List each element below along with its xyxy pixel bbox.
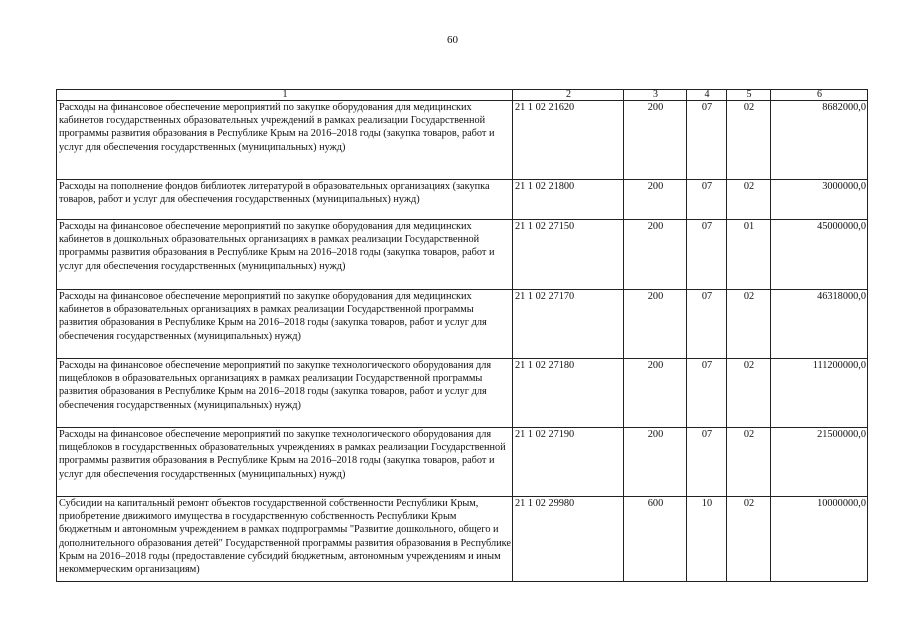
- row-rz: 07: [687, 290, 727, 359]
- row-pr: 02: [727, 497, 771, 582]
- row-sum: 8682000,0: [771, 101, 868, 180]
- header-col-3: 3: [624, 90, 687, 101]
- table-row: [57, 359, 868, 428]
- row-code: 21 1 02 27170: [513, 290, 624, 359]
- header-col-6: 6: [771, 90, 868, 101]
- row-pr: 02: [727, 101, 771, 180]
- row-description: Расходы на финансовое обеспечение мероприятий по закупке оборудования для медицинских кабинетов государственных образовательных учреждений в рамках реализации Государственной программы развития образования в Республике Крым на 2016–2018 годы (закупка товаров, работ и услуг для обеспечения государственных (муниципальных) нужд): [57, 101, 513, 180]
- row-vr: 200: [624, 220, 687, 290]
- header-col-1: 1: [57, 90, 513, 101]
- row-rz: 07: [687, 428, 727, 497]
- row-rz: 10: [687, 497, 727, 582]
- row-rz: 07: [687, 180, 727, 220]
- row-pr: 02: [727, 428, 771, 497]
- table-row: [57, 290, 868, 359]
- row-description: Расходы на пополнение фондов библиотек литературой в образовательных организациях (закупка товаров, работ и услуг для обеспечения государственных (муниципальных) нужд): [57, 180, 513, 220]
- row-description: Расходы на финансовое обеспечение мероприятий по закупке оборудования для медицинских кабинетов в дошкольных образовательных организациях в рамках реализации Государственной программы развития образования в Республике Крым на 2016–2018 годы (закупка товаров, работ и услуг для обеспечения государственных (муниципальных) нужд): [57, 220, 513, 290]
- row-rz: 07: [687, 220, 727, 290]
- row-description: Расходы на финансовое обеспечение мероприятий по закупке технологического оборудования для пищеблоков в государственных образовательных учреждениях в рамках реализации Государственной программы развития образования в Республике Крым на 2016–2018 годы (закупка товаров, работ и услуг для обеспечения государственных (муниципальных) нужд): [57, 428, 513, 497]
- row-code: 21 1 02 27190: [513, 428, 624, 497]
- row-code: 21 1 02 27180: [513, 359, 624, 428]
- row-sum: 10000000,0: [771, 497, 868, 582]
- row-sum: 21500000,0: [771, 428, 868, 497]
- header-col-2: 2: [513, 90, 624, 101]
- header-col-5: 5: [727, 90, 771, 101]
- row-description: Расходы на финансовое обеспечение мероприятий по закупке технологического оборудования для пищеблоков в образовательных организациях в рамках реализации Государственной программы развития образования в Республике Крым на 2016–2018 годы (закупка товаров, работ и услуг для обеспечения государственных (муниципальных) нужд): [57, 359, 513, 428]
- row-pr: 01: [727, 220, 771, 290]
- table-row: [57, 428, 868, 497]
- row-description: Расходы на финансовое обеспечение мероприятий по закупке оборудования для медицинских кабинетов в образовательных организациях в рамках реализации Государственной программы развития образования в Республике Крым на 2016–2018 годы (закупка товаров, работ и услуг для обеспечения государственных (муниципальных) нужд): [57, 290, 513, 359]
- row-sum: 3000000,0: [771, 180, 868, 220]
- row-code: 21 1 02 21620: [513, 101, 624, 180]
- table-row: [57, 101, 868, 180]
- row-sum: 111200000,0: [771, 359, 868, 428]
- row-sum: 46318000,0: [771, 290, 868, 359]
- row-vr: 200: [624, 180, 687, 220]
- row-code: 21 1 02 21800: [513, 180, 624, 220]
- row-vr: 200: [624, 359, 687, 428]
- row-pr: 02: [727, 359, 771, 428]
- budget-table: [56, 89, 868, 582]
- table-row: [57, 497, 868, 582]
- page-number: 60: [447, 34, 458, 46]
- row-code: 21 1 02 27150: [513, 220, 624, 290]
- row-vr: 200: [624, 101, 687, 180]
- row-pr: 02: [727, 290, 771, 359]
- row-rz: 07: [687, 101, 727, 180]
- row-vr: 200: [624, 290, 687, 359]
- row-sum: 45000000,0: [771, 220, 868, 290]
- row-pr: 02: [727, 180, 771, 220]
- row-description: Субсидии на капитальный ремонт объектов государственной собственности Республики Крым, приобретение движимого имущества в государственную собственность Республики Крым бюджетным и автономным учреждением в рамках подпрограммы "Развитие дошкольного, общего и дополнительного образования детей" Государственной программы развития образования в Республике Крым на 2016–2018 годы (предоставление субсидий бюджетным, автономным учреждениям и иным некоммерческим организациям): [57, 497, 513, 582]
- row-vr: 200: [624, 428, 687, 497]
- table-row: [57, 180, 868, 220]
- header-col-4: 4: [687, 90, 727, 101]
- header-row: [57, 90, 868, 101]
- table-row: [57, 220, 868, 290]
- row-code: 21 1 02 29980: [513, 497, 624, 582]
- row-vr: 600: [624, 497, 687, 582]
- row-rz: 07: [687, 359, 727, 428]
